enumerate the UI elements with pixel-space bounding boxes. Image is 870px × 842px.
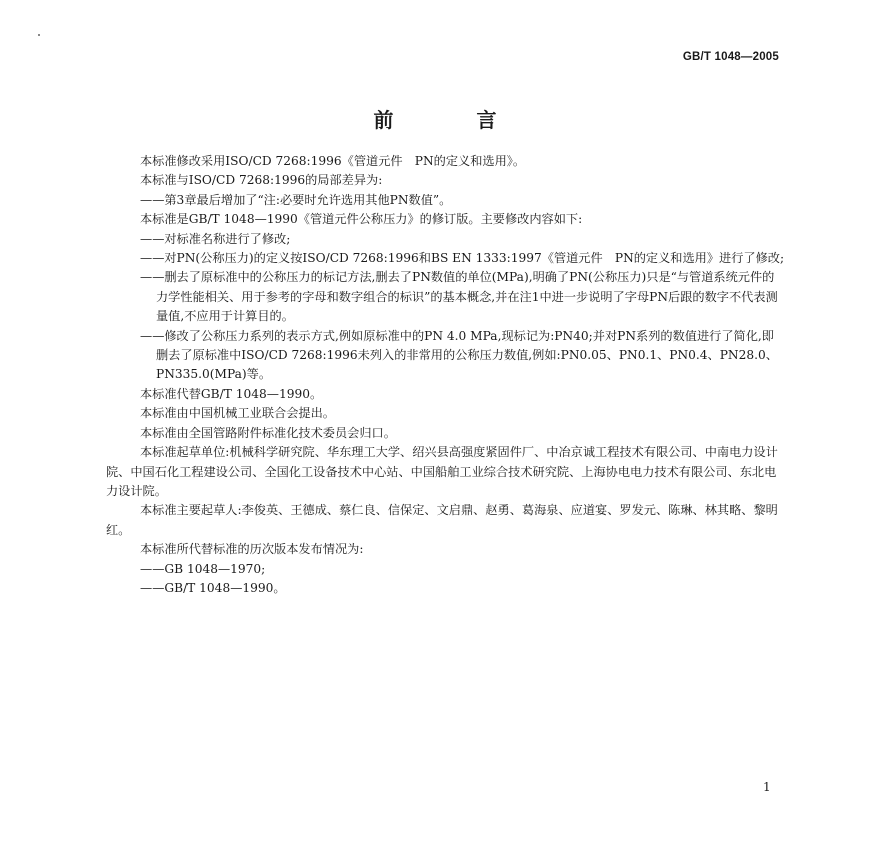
paragraph: 本标准所代替标准的历次版本发布情况为:: [140, 542, 364, 557]
standard-code: GB/T 1048—2005: [682, 51, 779, 63]
paragraph: 本标准由中国机械工业联合会提出。: [140, 406, 335, 421]
list-item: ——删去了原标准中的公称压力的标记方法,删去了PN数值的单位(MPa),明确了PN(公称压力)只是“与管道系统元件的力学性能相关、用于参考的字母和数字组合的标识”的基本概念,并在注1中进一步说明了字母PN后跟的数字不代表测量值,不应用于计算目的。: [140, 270, 778, 324]
list-item: ——对标准名称进行了修改;: [140, 231, 291, 246]
scan-speck: [38, 34, 40, 36]
page-title: 前 言: [373, 108, 535, 132]
paragraph: 本标准与ISO/CD 7268:1996的局部差异为:: [140, 173, 383, 188]
page-number: 1: [763, 780, 771, 794]
list-item: ——对PN(公称压力)的定义按ISO/CD 7268:1996和BS EN 1333:1997《管道元件 PN的定义和选用》进行了修改;: [140, 251, 785, 266]
paragraph: 本标准代替GB/T 1048—1990。: [140, 386, 323, 401]
list-item: ——GB/T 1048—1990。: [140, 580, 286, 595]
paragraph: 本标准修改采用ISO/CD 7268:1996《管道元件 PN的定义和选用》。: [140, 154, 526, 168]
document-body: [106, 152, 786, 598]
list-item: ——第3章最后增加了“注:必要时允许选用其他PN数值”。: [140, 192, 452, 207]
paragraph: 本标准是GB/T 1048—1990《管道元件公称压力》的修订版。主要修改内容如下:: [140, 212, 583, 227]
paragraph: 本标准主要起草人:李俊英、王德成、蔡仁良、信保定、文启鼎、赵勇、葛海泉、应道宴、罗发元、陈琳、林其略、黎明红。: [106, 503, 778, 537]
paragraph: 本标准起草单位:机械科学研究院、华东理工大学、绍兴县高强度紧固件厂、中冶京诚工程技术有限公司、中南电力设计院、中国石化工程建设公司、全国化工设备技术中心站、中国船舶工业综合技术研究院、上海协电电力技术有限公司、东北电力设计院。: [106, 445, 778, 498]
paragraph: 本标准由全国管路附件标准化技术委员会归口。: [140, 425, 396, 440]
list-item: ——GB 1048—1970;: [140, 561, 266, 576]
list-item: ——修改了公称压力系列的表示方式,例如原标准中的PN 4.0 MPa,现标记为:PN40;并对PN系列的数值进行了简化,即删去了原标准中ISO/CD 7268:1996未列入的非常用的公称压力数值,例如:PN0.05、PN0.1、PN0.4、PN28.0、PN335.0(MPa)等。: [140, 328, 778, 382]
